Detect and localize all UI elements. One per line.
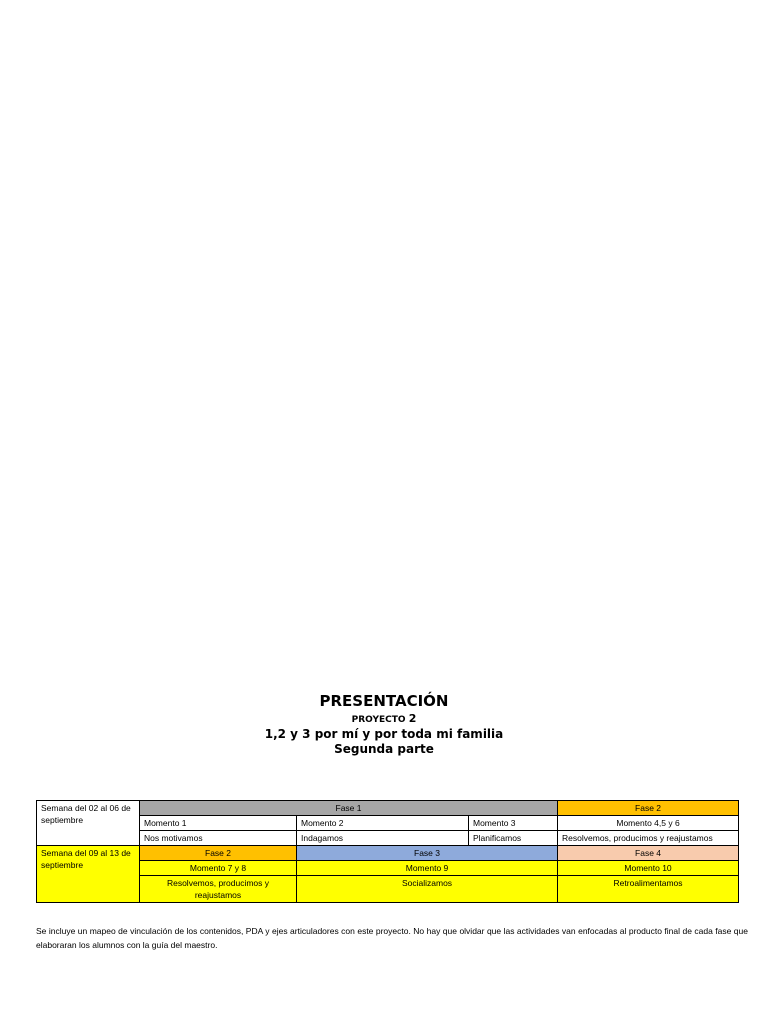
week-1-cell: Semana del 02 al 06 de septiembre [37,801,140,846]
table-row [37,876,739,903]
momento-2-cell: Momento 2 [297,816,469,831]
fase-1-header: Fase 1 [140,801,558,816]
momento-9-cell: Momento 9 [297,861,558,876]
fase-2-header-a: Fase 2 [558,801,739,816]
table-row [37,861,739,876]
table-row [37,846,739,861]
momento-1-cell: Momento 1 [140,816,297,831]
activity-3-cell: Planificamos [469,831,558,846]
momento-10-cell: Momento 10 [558,861,739,876]
title-block [0,690,768,757]
description-note: Se incluye un mapeo de vinculación de los contenidos, PDA y ejes articuladores con este proyecto. No hay que olvidar que las actividades van enfocadas al producto final de cada fase que elaboraran los alumnos con la guía del maestro. [36,926,748,950]
momento-78-cell: Momento 7 y 8 [140,861,297,876]
activity-1-cell: Nos motivamos [140,831,297,846]
fase-2-header-b: Fase 2 [140,846,297,861]
momento-3-cell: Momento 3 [469,816,558,831]
activity-10-cell: Retroalimentamos [558,876,739,903]
activity-78-cell: Resolvemos, producimos y reajustamos [140,876,297,903]
project-label [0,712,768,727]
project-label-text: PROYECTO [351,715,406,725]
activity-9-cell: Socializamos [297,876,558,903]
project-part: Segunda parte [334,742,434,756]
week-2-cell: Semana del 09 al 13 de septiembre [37,846,140,903]
project-name: 1,2 y 3 por mí y por toda mi familia [264,727,504,741]
project-number: 2 [408,712,417,725]
page-title: PRESENTACIÓN [319,692,449,710]
table-row [37,816,739,831]
fase-3-header: Fase 3 [297,846,558,861]
activity-456-cell: Resolvemos, producimos y reajustamos [558,831,739,846]
table-row [37,831,739,846]
activity-2-cell: Indagamos [297,831,469,846]
table-row [37,801,739,816]
momento-456-cell: Momento 4,5 y 6 [558,816,739,831]
schedule-table [36,800,739,903]
fase-4-header: Fase 4 [558,846,739,861]
